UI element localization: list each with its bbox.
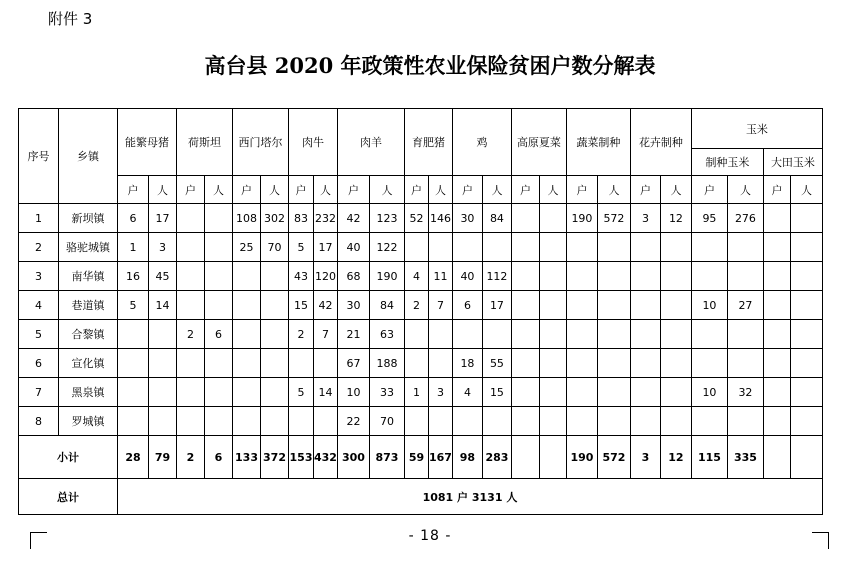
table-cell [205,233,233,262]
subtotal-cell: 115 [691,436,727,479]
table-cell [790,349,822,378]
subtotal-cell: 2 [177,436,205,479]
table-cell [660,349,691,378]
table-cell [727,262,763,291]
table-cell: 11 [428,262,452,291]
table-cell [404,349,428,378]
table-cell [630,291,660,320]
table-cell [539,291,566,320]
subtotal-cell: 190 [566,436,597,479]
header-category: 肉羊 [337,109,404,176]
table-cell: 40 [337,233,369,262]
table-cell: 21 [337,320,369,349]
total-label: 总计 [19,479,118,515]
row-seq: 1 [19,204,59,233]
table-row [19,320,823,349]
table-cell: 95 [691,204,727,233]
row-seq: 3 [19,262,59,291]
row-seq: 7 [19,378,59,407]
table-row [19,262,823,291]
header-people: 人 [314,176,338,204]
header-corn-field: 大田玉米 [763,149,822,176]
table-cell: 63 [369,320,404,349]
table-cell [660,320,691,349]
header-people: 人 [597,176,630,204]
row-town: 宣化镇 [59,349,118,378]
subtotal-cell: 873 [369,436,404,479]
table-cell: 14 [314,378,338,407]
table-cell [763,291,790,320]
row-seq: 5 [19,320,59,349]
header-people: 人 [261,176,289,204]
subtotal-cell: 133 [233,436,261,479]
row-town: 骆驼城镇 [59,233,118,262]
table-cell [763,262,790,291]
row-town: 巷道镇 [59,291,118,320]
table-cell [233,407,261,436]
header-category: 肉牛 [289,109,338,176]
header-category: 蔬菜制种 [566,109,630,176]
row-town: 南华镇 [59,262,118,291]
table-cell: 68 [337,262,369,291]
table-cell: 120 [314,262,338,291]
table-cell [597,407,630,436]
header-town: 乡镇 [59,109,118,204]
table-cell [261,407,289,436]
header-corn: 玉米 [691,109,822,149]
header-category: 鸡 [452,109,511,176]
table-cell: 45 [149,262,177,291]
table-cell [727,407,763,436]
table-cell: 112 [482,262,511,291]
table-cell: 17 [149,204,177,233]
table-cell [566,262,597,291]
table-cell [511,378,539,407]
table-row [19,204,823,233]
table-cell [763,233,790,262]
subtotal-cell: 59 [404,436,428,479]
table-cell [452,320,482,349]
table-cell: 3 [630,204,660,233]
subtotal-cell: 572 [597,436,630,479]
table-cell: 42 [337,204,369,233]
table-cell: 276 [727,204,763,233]
table-row [19,233,823,262]
table-cell: 4 [452,378,482,407]
table-cell [790,378,822,407]
table-cell: 70 [369,407,404,436]
subtotal-cell [511,436,539,479]
table-cell [597,262,630,291]
table-cell [763,407,790,436]
header-people: 人 [727,176,763,204]
table-cell [205,291,233,320]
table-cell: 30 [337,291,369,320]
subtotal-cell: 12 [660,436,691,479]
table-cell [511,233,539,262]
table-cell: 27 [727,291,763,320]
row-town: 合黎镇 [59,320,118,349]
table-cell [566,320,597,349]
table-cell: 122 [369,233,404,262]
table-cell [566,378,597,407]
table-cell [597,349,630,378]
header-households: 户 [233,176,261,204]
table-cell: 2 [404,291,428,320]
table-cell [404,320,428,349]
header-category: 育肥猪 [404,109,452,176]
table-cell: 83 [289,204,314,233]
table-row [19,349,823,378]
header-households: 户 [289,176,314,204]
header-people: 人 [539,176,566,204]
header-people: 人 [790,176,822,204]
table-cell: 190 [566,204,597,233]
table-cell: 12 [660,204,691,233]
table-cell [691,320,727,349]
table-cell: 17 [314,233,338,262]
table-cell [691,233,727,262]
table-cell: 188 [369,349,404,378]
table-row [19,378,823,407]
header-households: 户 [404,176,428,204]
table-cell: 302 [261,204,289,233]
table-cell [482,407,511,436]
table-cell [763,378,790,407]
subtotal-cell: 283 [482,436,511,479]
row-seq: 4 [19,291,59,320]
table-cell [630,349,660,378]
table-cell: 42 [314,291,338,320]
table-cell [177,233,205,262]
table-cell [428,233,452,262]
subtotal-cell [790,436,822,479]
header-households: 户 [511,176,539,204]
table-cell [177,349,205,378]
table-cell [763,204,790,233]
row-seq: 8 [19,407,59,436]
table-cell [233,262,261,291]
row-town: 黑泉镇 [59,378,118,407]
subtotal-cell: 153 [289,436,314,479]
header-people: 人 [205,176,233,204]
table-cell [790,291,822,320]
table-cell [118,378,149,407]
table-cell [177,378,205,407]
subtotal-cell: 28 [118,436,149,479]
table-cell [149,320,177,349]
row-seq: 6 [19,349,59,378]
page-number: - 18 - [408,528,452,544]
table-cell [205,378,233,407]
table-cell: 18 [452,349,482,378]
table-cell: 33 [369,378,404,407]
table-cell: 7 [314,320,338,349]
table-cell: 14 [149,291,177,320]
table-cell: 10 [691,378,727,407]
table-cell [539,262,566,291]
table-cell [660,262,691,291]
table-cell: 84 [369,291,404,320]
table-cell: 190 [369,262,404,291]
header-people: 人 [428,176,452,204]
table-cell [205,349,233,378]
table-cell [289,349,314,378]
table-cell [630,320,660,349]
table-cell: 1 [118,233,149,262]
table-cell [261,378,289,407]
table-cell [539,407,566,436]
table-cell: 55 [482,349,511,378]
table-row [19,407,823,436]
header-households: 户 [763,176,790,204]
table-cell: 2 [289,320,314,349]
table-cell: 15 [289,291,314,320]
table-cell [566,407,597,436]
table-cell: 123 [369,204,404,233]
table-row [19,291,823,320]
table-cell [539,320,566,349]
table-cell [597,320,630,349]
table-cell [428,349,452,378]
table-cell [118,320,149,349]
table-cell: 25 [233,233,261,262]
table-cell [205,407,233,436]
table-cell: 232 [314,204,338,233]
table-cell [597,291,630,320]
subtotal-cell: 98 [452,436,482,479]
header-category: 荷斯坦 [177,109,233,176]
total-value: 1081 户 3131 人 [118,479,823,515]
table-cell [790,320,822,349]
subtotal-cell: 335 [727,436,763,479]
page-title: 高台县 2020 年政策性农业保险贫困户数分解表 [204,53,656,78]
table-cell [233,378,261,407]
header-category: 西门塔尔 [233,109,289,176]
header-people: 人 [369,176,404,204]
table-cell [539,378,566,407]
table-cell [790,204,822,233]
table-cell [118,407,149,436]
table-cell [428,320,452,349]
attachment-label: 附件 3 [48,10,93,28]
table-cell [404,233,428,262]
header-category: 能繁母猪 [118,109,177,176]
subtotal-cell: 372 [261,436,289,479]
table-cell [511,291,539,320]
table-cell: 5 [289,233,314,262]
table-cell [511,407,539,436]
table-cell: 32 [727,378,763,407]
subtotal-cell: 300 [337,436,369,479]
row-town: 罗城镇 [59,407,118,436]
table-cell [790,233,822,262]
table-cell [177,407,205,436]
table-cell: 15 [482,378,511,407]
table-cell [566,291,597,320]
subtotal-cell: 3 [630,436,660,479]
table-cell: 52 [404,204,428,233]
table-cell [630,378,660,407]
table-cell [727,349,763,378]
table-cell [452,233,482,262]
poverty-household-table [18,108,823,515]
table-cell: 30 [452,204,482,233]
table-cell: 572 [597,204,630,233]
subtotal-cell: 432 [314,436,338,479]
table-cell [790,262,822,291]
subtotal-cell: 6 [205,436,233,479]
table-cell [177,204,205,233]
table-cell [482,233,511,262]
header-seq: 序号 [19,109,59,204]
header-category: 花卉制种 [630,109,691,176]
table-cell: 5 [118,291,149,320]
table-cell: 108 [233,204,261,233]
table-cell [727,233,763,262]
table-cell [539,349,566,378]
subtotal-cell [539,436,566,479]
table-cell [261,320,289,349]
table-cell [233,320,261,349]
subtotal-cell: 79 [149,436,177,479]
table-cell [205,262,233,291]
table-cell: 43 [289,262,314,291]
table-cell [404,407,428,436]
table-cell: 6 [452,291,482,320]
table-cell [691,349,727,378]
table-cell: 3 [149,233,177,262]
table-cell [261,262,289,291]
row-seq: 2 [19,233,59,262]
table-cell: 70 [261,233,289,262]
table-cell [763,349,790,378]
table-cell: 3 [428,378,452,407]
table-cell: 6 [118,204,149,233]
subtotal-cell [763,436,790,479]
table-cell [261,291,289,320]
table-cell: 17 [482,291,511,320]
table-cell [149,349,177,378]
table-cell [597,378,630,407]
table-cell: 10 [691,291,727,320]
table-cell [630,407,660,436]
table-cell: 7 [428,291,452,320]
table-cell [691,407,727,436]
table-cell: 84 [482,204,511,233]
header-households: 户 [177,176,205,204]
table-cell [314,349,338,378]
table-cell [630,233,660,262]
table-cell [177,262,205,291]
table-cell [511,262,539,291]
table-cell [539,233,566,262]
header-households: 户 [566,176,597,204]
table-cell [452,407,482,436]
table-cell [511,204,539,233]
table-cell [149,378,177,407]
table-cell [727,320,763,349]
row-town: 新坝镇 [59,204,118,233]
table-cell [660,233,691,262]
table-cell: 6 [205,320,233,349]
table-cell: 67 [337,349,369,378]
table-cell: 22 [337,407,369,436]
table-cell [660,378,691,407]
table-cell [630,262,660,291]
table-cell [314,407,338,436]
table-cell: 146 [428,204,452,233]
table-cell [597,233,630,262]
header-people: 人 [149,176,177,204]
table-cell [289,407,314,436]
header-households: 户 [630,176,660,204]
subtotal-label: 小计 [19,436,118,479]
subtotal-cell: 167 [428,436,452,479]
header-households: 户 [452,176,482,204]
table-cell: 2 [177,320,205,349]
header-households: 户 [691,176,727,204]
header-households: 户 [337,176,369,204]
table-cell: 4 [404,262,428,291]
table-cell [660,407,691,436]
table-cell [566,349,597,378]
table-cell: 5 [289,378,314,407]
table-cell [660,291,691,320]
table-cell: 16 [118,262,149,291]
table-cell [566,233,597,262]
table-cell [233,349,261,378]
table-cell [233,291,261,320]
table-cell [177,291,205,320]
table-cell [149,407,177,436]
header-corn-seed: 制种玉米 [691,149,763,176]
table-cell [482,320,511,349]
table-cell [511,320,539,349]
table-cell: 1 [404,378,428,407]
table-cell [261,349,289,378]
table-cell [763,320,790,349]
header-people: 人 [482,176,511,204]
header-households: 户 [118,176,149,204]
table-cell: 40 [452,262,482,291]
header-category: 高原夏菜 [511,109,566,176]
table-cell [118,349,149,378]
table-cell [205,204,233,233]
table-cell [539,204,566,233]
table-cell [428,407,452,436]
table-cell [511,349,539,378]
table-cell [790,407,822,436]
table-cell [691,262,727,291]
table-cell: 10 [337,378,369,407]
header-people: 人 [660,176,691,204]
